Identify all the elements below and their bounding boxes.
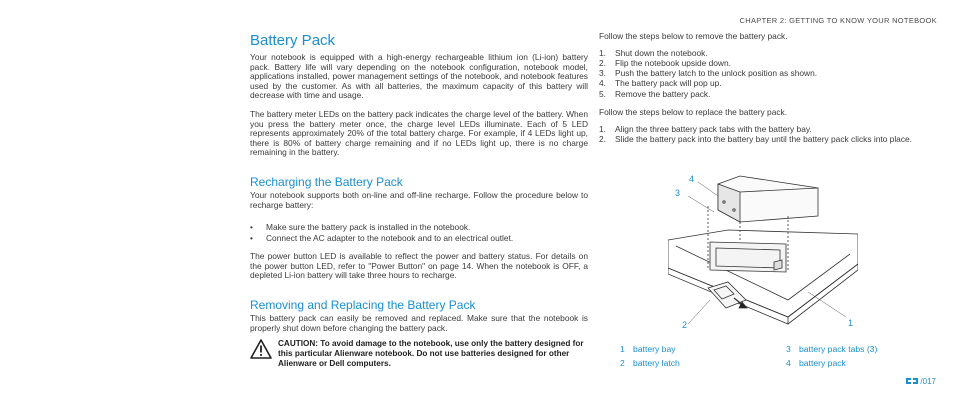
legend-item-battery-bay: 1 battery bay [620,344,676,354]
caution-text: CAUTION: To avoid damage to the notebook, use only the battery designed for this particular Alienware notebook. Do not use batteries designed for other Alienware or Dell computers. [278,339,584,368]
legend-item-battery-pack: 4 battery pack [786,358,846,368]
alienware-logo-icon [905,376,919,386]
list-item: 1. Shut down the notebook. [599,47,708,58]
remove-intro-paragraph: Follow the steps below to remove the battery pack. [599,31,788,41]
battery-intro-paragraph: Your notebook is equipped with a high-energy rechargeable lithium ion (Li-ion) battery pack. Battery life will vary depending on the notebook configuration, notebook model, applications installed, power management settings of the notebook, and notebook features used by the customer. As with all batteries, the maximum capacity of this battery will decrease with time and usage. [250,52,588,101]
battery-meter-paragraph: The battery meter LEDs on the battery pack indicates the charge level of the battery. When you press the battery meter once, the charge level LEDs illuminate. Each of 5 LED represents approximately 20% of the total battery charge. For example, if 4 LEDs light up, there is 80% of battery charge remaining and if no LEDs light up, there is no charge remaining in the battery. [250,108,588,158]
right-column [599,32,939,144]
caution-block [250,339,588,368]
list-item: 2. Slide the battery pack into the battery bay until the battery pack clicks into place. [599,133,913,144]
section-title-battery-pack: Battery Pack [250,32,336,49]
list-item: 3. Push the battery latch to the unlock position as shown. [599,68,818,79]
callout-2: 2 [682,320,688,330]
callout-4: 4 [689,174,695,184]
section-title-removing-replacing: Removing and Replacing the Battery Pack [250,297,476,312]
list-item: 5. Remove the battery pack. [599,88,711,99]
replace-steps-list [599,124,939,145]
replace-steps-intro: Follow the steps below to replace the battery pack. [599,107,788,118]
list-item: 4. The battery pack will pop up. [599,78,722,89]
list-item: • Make sure the battery pack is installed in the notebook. [250,222,588,233]
warning-triangle-icon [250,339,272,359]
list-item: 1. Align the three battery pack tabs with the battery bay. [599,123,812,134]
legend-item-battery-pack-tabs: 3 battery pack tabs (3) [786,344,878,354]
section-title-recharging: Recharging the Battery Pack [250,174,403,189]
list-item: • Connect the AC adapter to the notebook and to an electrical outlet. [250,233,588,244]
legend-item-battery-latch: 2 battery latch [620,358,680,368]
callout-3: 3 [675,188,681,198]
power-led-paragraph: The power button LED is available to reflect the power and battery status. For details on the power button LED, refer to "Power Button" on page 14. When the notebook is OFF, a depleted Li-ion battery will take three hours to recharge. [250,251,588,281]
chapter-header: CHAPTER 2: GETTING TO KNOW YOUR NOTEBOOK [739,16,937,25]
left-column [250,32,588,368]
replace-intro-paragraph: This battery pack can easily be removed and replaced. Make sure that the notebook is properly shut down before changing the battery pack. [250,312,588,333]
page-number: / 017 [905,376,936,386]
list-item: 2. Flip the notebook upside down. [599,57,731,68]
battery-removal-illustration [668,172,858,340]
recharge-steps-list [250,222,588,243]
remove-steps-list [599,48,939,99]
callout-1: 1 [848,318,854,328]
recharge-intro-paragraph: Your notebook supports both on-line and off-line recharge. Follow the procedure below to recharge battery: [250,189,588,210]
